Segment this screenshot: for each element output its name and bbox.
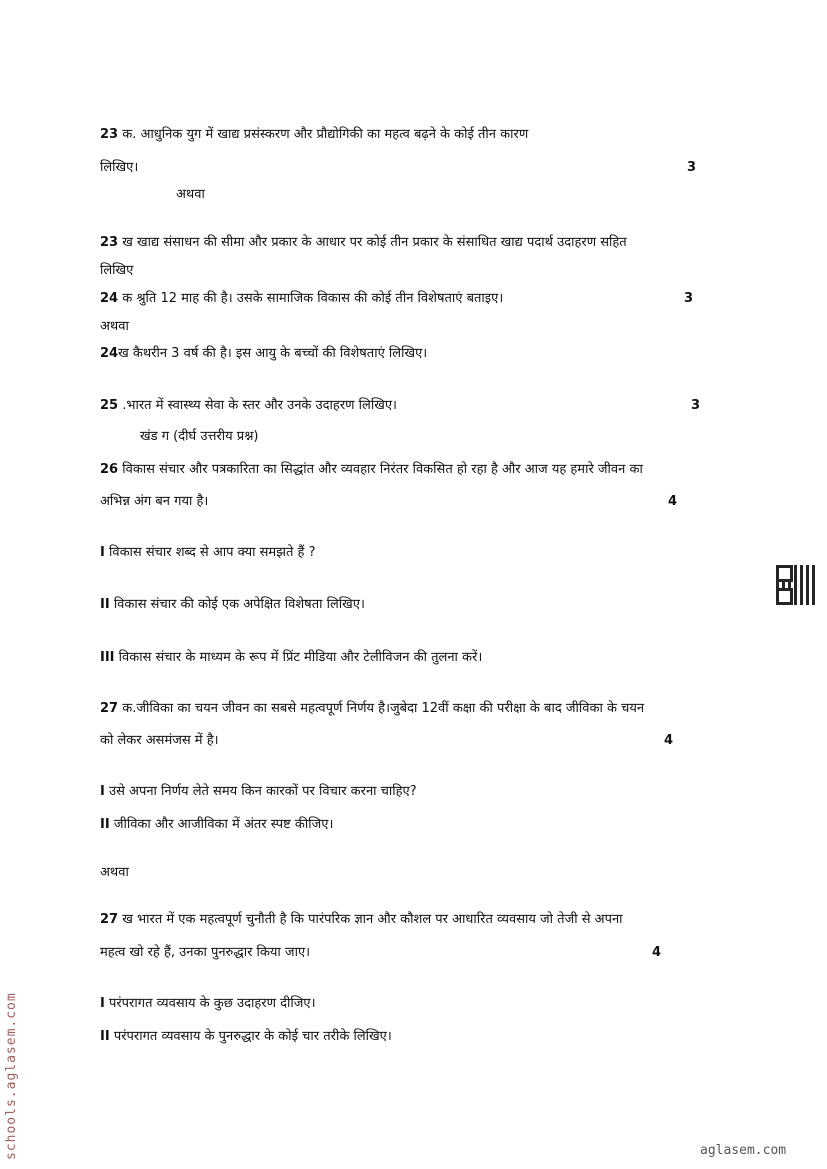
question-number: 23	[100, 235, 119, 250]
marks-label: 4	[652, 945, 662, 960]
question-text: ख खाद्य संसाधन की सीमा और प्रकार के आधार पर कोई तीन प्रकार के संसाधित खाद्य पदार्थ उदाहरण सहित	[118, 235, 627, 250]
marks-label: 3	[687, 160, 697, 175]
part-text: उसे अपना निर्णय लेते समय किन कारकों पर विचार करना चाहिए?	[104, 784, 417, 799]
question-23a-line1	[100, 126, 528, 144]
question-number: 27	[100, 912, 119, 927]
question-23b-line1	[100, 234, 627, 252]
side-watermark: schools.aglasem.com	[4, 992, 19, 1160]
question-27a-line2: को लेकर असमंजस में है।	[100, 733, 219, 748]
question-27b-line2: महत्व खो रहे हैं, उनका पुनरुद्धार किया जाए।	[100, 945, 311, 960]
or-label: अथवा	[176, 187, 205, 202]
question-27b-line1	[100, 911, 623, 929]
part-text: विकास संचार शब्द से आप क्या समझते हैं ?	[104, 545, 316, 560]
or-label: अथवा	[100, 319, 129, 334]
part-number: II	[100, 597, 110, 612]
part-number: III	[100, 650, 115, 665]
question-number: 25	[100, 398, 119, 413]
question-number: 26	[100, 462, 119, 477]
question-26-part-iii	[100, 649, 482, 667]
question-text: ख कैथरीन 3 वर्ष की है। इस आयु के बच्चों की विशेषताएं लिखिए।	[118, 346, 428, 361]
qr-code-icon	[776, 565, 816, 605]
part-number: II	[100, 817, 110, 832]
marks-label: 4	[668, 494, 678, 509]
question-27a-line1	[100, 700, 644, 718]
question-number: 24	[100, 291, 119, 306]
part-number: II	[100, 1029, 110, 1044]
question-26-part-i	[100, 544, 316, 562]
marks-label: 3	[691, 398, 701, 413]
question-text: क श्रुति 12 माह की है। उसके सामाजिक विकास की कोई तीन विशेषताएं बताइए।	[118, 291, 504, 306]
question-23a-line2: लिखिए।	[100, 160, 139, 175]
part-text: विकास संचार के माध्यम के रूप में प्रिंट मीडिया और टेलीविजन की तुलना करें।	[114, 650, 483, 665]
question-number: 27	[100, 701, 119, 716]
marks-label: 4	[664, 733, 674, 748]
part-text: विकास संचार की कोई एक अपेक्षित विशेषता लिखिए।	[109, 597, 365, 612]
section-heading: खंड ग (दीर्घ उत्तरीय प्रश्न)	[140, 429, 259, 444]
question-25	[100, 397, 397, 415]
question-24a	[100, 290, 503, 308]
question-number: 23	[100, 127, 119, 142]
question-26-line1	[100, 461, 643, 479]
question-number: 24	[100, 346, 119, 361]
question-27b-part-i	[100, 995, 316, 1013]
question-27a-part-i	[100, 783, 417, 801]
part-number: I	[100, 784, 105, 799]
part-text: जीविका और आजीविका में अंतर स्पष्ट कीजिए।	[109, 817, 334, 832]
question-text: क. आधुनिक युग में खाद्य प्रसंस्करण और प्रौद्योगिकी का महत्व बढ़ने के कोई तीन कारण	[118, 127, 529, 142]
question-23b-line2: लिखिए	[100, 263, 134, 278]
or-label: अथवा	[100, 865, 129, 880]
question-26-part-ii	[100, 596, 365, 614]
question-26-line2: अभिन्न अंग बन गया है।	[100, 494, 209, 509]
footer-watermark: aglasem.com	[700, 1143, 787, 1158]
question-27a-part-ii	[100, 816, 333, 834]
question-27b-part-ii	[100, 1028, 392, 1046]
question-text: क.जीविका का चयन जीवन का सबसे महत्वपूर्ण निर्णय है।जुबेदा 12वीं कक्षा की परीक्षा के बाद जीविका के चयन	[118, 701, 645, 716]
part-number: I	[100, 545, 105, 560]
marks-label: 3	[684, 291, 694, 306]
part-text: परंपरागत व्यवसाय के पुनरुद्धार के कोई चार तरीके लिखिए।	[109, 1029, 392, 1044]
part-number: I	[100, 996, 105, 1011]
part-text: परंपरागत व्यवसाय के कुछ उदाहरण दीजिए।	[104, 996, 316, 1011]
question-text: विकास संचार और पत्रकारिता का सिद्धांत और व्यवहार निरंतर विकसित हो रहा है और आज यह हमारे जीवन का	[118, 462, 643, 477]
question-text: ख भारत में एक महत्वपूर्ण चुनौती है कि पारंपरिक ज्ञान और कौशल पर आधारित व्यवसाय जो तेजी से अपना	[118, 912, 623, 927]
question-24b	[100, 345, 427, 363]
question-text: .भारत में स्वास्थ्य सेवा के स्तर और उनके उदाहरण लिखिए।	[118, 398, 397, 413]
